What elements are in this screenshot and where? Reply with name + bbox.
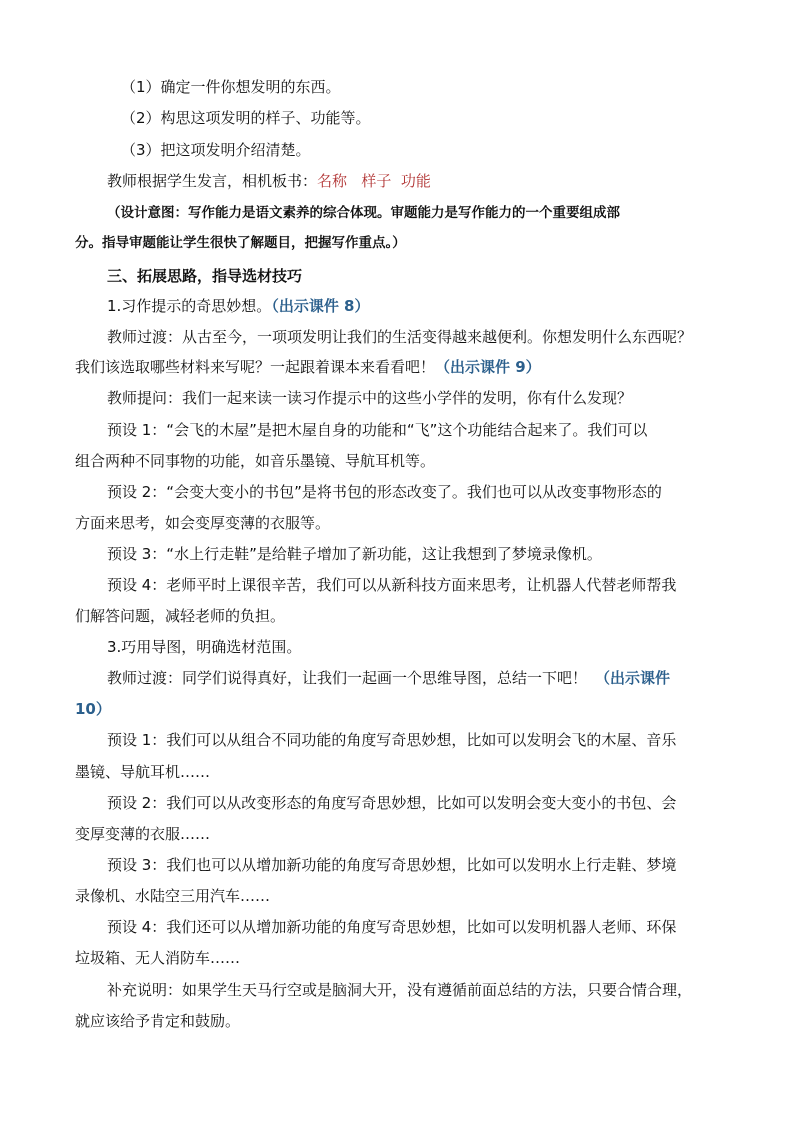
preset-b1-line2: 墨镜、导航耳机……: [75, 763, 211, 781]
transition-1-line2: [75, 357, 725, 377]
step-1: （1）确定一件你想发明的东西。: [121, 78, 341, 96]
item-1-text: 1.习作提示的奇思妙想。: [107, 297, 272, 315]
design-note-line2: 分。指导审题能让学生很快了解题目，把握写作重点。）: [75, 235, 406, 251]
preset-b4-line1: 预设 4：我们还可以从增加新功能的角度写奇思妙想，比如可以发明机器人老师、环保: [107, 918, 677, 936]
courseware-tag-10-b: 10）: [75, 700, 111, 718]
transition-1-text: 我们该选取哪些材料来写呢？一起跟着课本来看看吧！: [75, 358, 436, 376]
item-1: [107, 296, 727, 316]
transition-2-text: 教师过渡：同学们说得真好，让我们一起画一个思维导图，总结一下吧！: [107, 669, 588, 687]
transition-1-line1: 教师过渡：从古至今，一项项发明让我们的生活变得越来越便利。你想发明什么东西呢？: [107, 328, 693, 346]
teacher-question: 教师提问：我们一起来读一读习作提示中的这些小学伴的发明，你有什么发现？: [107, 389, 633, 407]
preset-b1-line1: 预设 1：我们可以从组合不同功能的角度写奇思妙想，比如可以发明会飞的木屋、音乐: [107, 731, 677, 749]
preset-b4-line2: 垃圾箱、无人消防车……: [75, 949, 241, 967]
courseware-tag-10-a: （出示课件: [595, 669, 671, 687]
preset-a4-line2: 们解答问题，减轻老师的负担。: [75, 607, 286, 625]
board-writing: [107, 171, 727, 191]
preset-b2-line1: 预设 2：我们可以从改变形态的角度写奇思妙想，比如可以发明会变大变小的书包、会: [107, 794, 677, 812]
board-prefix: 教师根据学生发言，相机板书：: [107, 172, 318, 190]
design-note-line1: （设计意图：写作能力是语文素养的综合体现。审题能力是写作能力的一个重要组成部: [107, 205, 620, 221]
preset-a4-line1: 预设 4：老师平时上课很辛苦，我们可以从新科技方面来思考，让机器人代替老师帮我: [107, 576, 677, 594]
supplement-line1: 补充说明：如果学生天马行空或是脑洞大开，没有遵循前面总结的方法，只要合情合理，: [107, 981, 693, 999]
preset-a1-line2: 组合两种不同事物的功能，如音乐墨镜、导航耳机等。: [75, 452, 436, 470]
courseware-tag-8: （出示课件 8）: [271, 297, 370, 315]
preset-a2-line1: 预设 2：“会变大变小的书包”是将书包的形态改变了。我们也可以从改变事物形态的: [107, 483, 662, 501]
courseware-tag-9: （出示课件 9）: [435, 358, 541, 376]
preset-a3-line1: 预设 3：“水上行走鞋”是给鞋子增加了新功能，这让我想到了梦境录像机。: [107, 545, 602, 563]
preset-b3-line1: 预设 3：我们也可以从增加新功能的角度写奇思妙想，比如可以发明水上行走鞋、梦境: [107, 856, 677, 874]
transition-2-line1: [107, 668, 727, 688]
step-3: （3）把这项发明介绍清楚。: [121, 141, 311, 159]
section-heading: 三、拓展思路，指导选材技巧: [107, 267, 303, 285]
preset-a2-line2: 方面来思考，如会变厚变薄的衣服等。: [75, 514, 331, 532]
board-keywords: 名称 样子 功能: [317, 172, 431, 190]
item-3: 3.巧用导图，明确选材范围。: [107, 638, 302, 656]
preset-a1-line1: 预设 1：“会飞的木屋”是把木屋自身的功能和“飞”这个功能结合起来了。我们可以: [107, 421, 648, 439]
supplement-line2: 就应该给予肯定和鼓励。: [75, 1012, 241, 1030]
preset-b2-line2: 变厚变薄的衣服……: [75, 825, 211, 843]
preset-b3-line2: 录像机、水陆空三用汽车……: [75, 887, 271, 905]
step-2: （2）构思这项发明的样子、功能等。: [121, 109, 371, 127]
